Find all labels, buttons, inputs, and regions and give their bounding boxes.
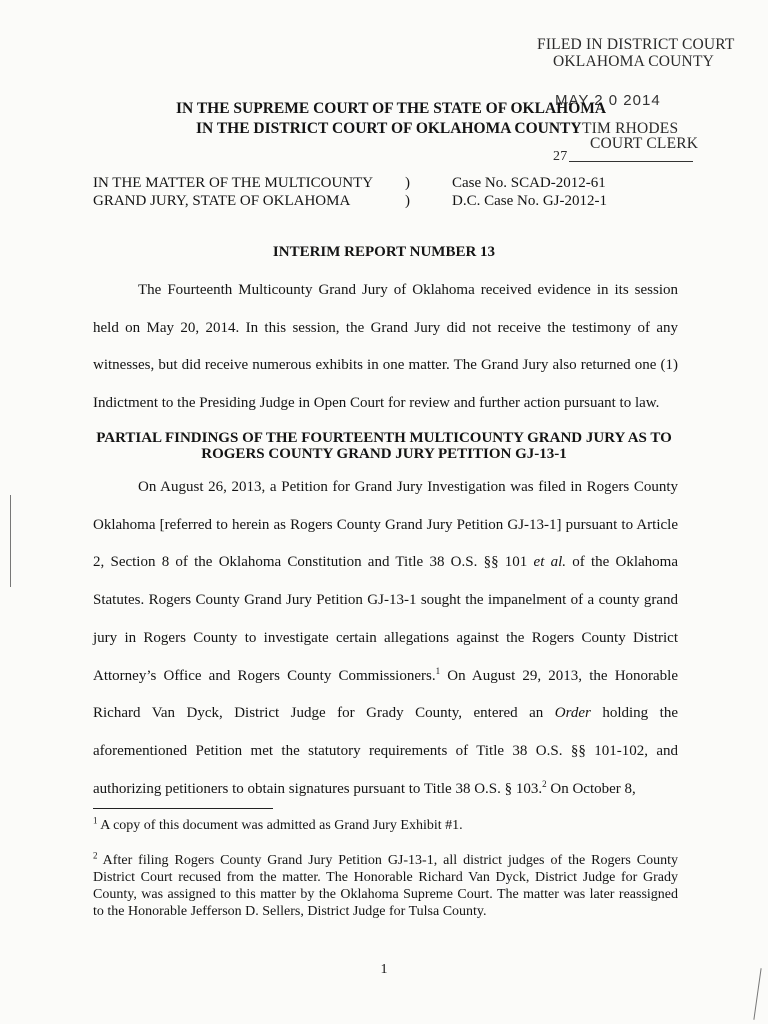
clerk-name: TIM RHODES xyxy=(582,120,679,137)
report-title: INTERIM REPORT NUMBER 13 xyxy=(272,244,496,260)
footnote-ref-2: 2 xyxy=(542,778,547,789)
case-number-supreme: Case No. SCAD-2012-61 xyxy=(452,175,606,191)
paragraph-session-summary: The Fourteenth Multicounty Grand Jury of Oklahoma received evidence in its session held on May 20, 2014. In this session, the Grand Jury did not receive the testimony of any witnesses, but did receive numerous exhibits in one matter. The Grand Jury also returned one (1) Indictment to the Presiding Judge in Open Court for review and further action pursuant to law. xyxy=(93,282,678,412)
footnote-ref-1: 1 xyxy=(435,665,441,676)
footnote-separator xyxy=(93,808,273,809)
scan-edge-mark-left xyxy=(10,495,11,587)
caption-matter-line2: GRAND JURY, STATE OF OKLAHOMA xyxy=(93,193,351,209)
caption-paren-1: ) xyxy=(405,175,410,191)
section-heading-line1: PARTIAL FINDINGS OF THE FOURTEENTH MULTICOUNTY GRAND JURY AS TO xyxy=(96,430,672,446)
case-number-district: D.C. Case No. GJ-2012-1 xyxy=(452,193,607,209)
caption-paren-2: ) xyxy=(405,193,410,209)
page-number: 1 xyxy=(380,962,388,977)
filed-stamp-line1: FILED IN DISTRICT COURT xyxy=(537,36,735,53)
court-heading-district: IN THE DISTRICT COURT OF OKLAHOMA COUNTY xyxy=(196,120,582,137)
court-heading-supreme: IN THE SUPREME COURT OF THE STATE OF OKLAHOMA xyxy=(176,100,607,117)
footnote-1: $^1$ A copy of this document was admitted as Grand Jury Exhibit #1. xyxy=(93,815,463,833)
stamp-number: 27 xyxy=(553,149,568,164)
section-heading-line2: ROGERS COUNTY GRAND JURY PETITION GJ-13-1 xyxy=(201,446,567,462)
filed-stamp-line2: OKLAHOMA COUNTY xyxy=(553,53,715,70)
filed-stamp-date: MAY 2 0 2014 xyxy=(555,92,661,109)
clerk-title: COURT CLERK xyxy=(590,135,699,152)
footnote-2: $^2$ After filing Rogers County Grand Jury Petition GJ-13-1, all district judges of the Rogers County District Court recused from the matter. The Honorable Richard Van Dyck, District Judge for Grady County, was assigned to this matter by the Oklahoma Supreme Court. The matter was later reassigned to the Honorable Jefferson D. Sellers, District Judge for Tulsa County. xyxy=(93,850,678,919)
caption-matter-line1: IN THE MATTER OF THE MULTICOUNTY xyxy=(93,175,374,191)
paragraph-petition-findings: On August 26, 2013, a Petition for Grand Jury Investigation was filed in Rogers County Oklahoma [referred to herein as Rogers County Grand Jury Petition GJ-13-1] pursuant to Article 2, Section 8 of the Oklahoma Constitution and Title 38 O.S. §§ 101 et al. of the Oklahoma Statutes. Rogers County Grand Jury Petition GJ-13-1 sought the impanelment of a county grand jury in Rogers County to investigate certain allegations against the Rogers County District Attorney’s Office and Rogers County Commissioners.$^1$ On August 29, 2013, the Honorable Richard Van Dyck, District Judge for Grady County, entered an Order holding the aforementioned Petition met the statutory requirements of Title 38 O.S. §§ 101-102, and authorizing petitioners to obtain signatures pursuant to Title 38 O.S. § 103.$^2$ On October 8, xyxy=(93,479,679,797)
stamp-underline xyxy=(569,161,693,162)
